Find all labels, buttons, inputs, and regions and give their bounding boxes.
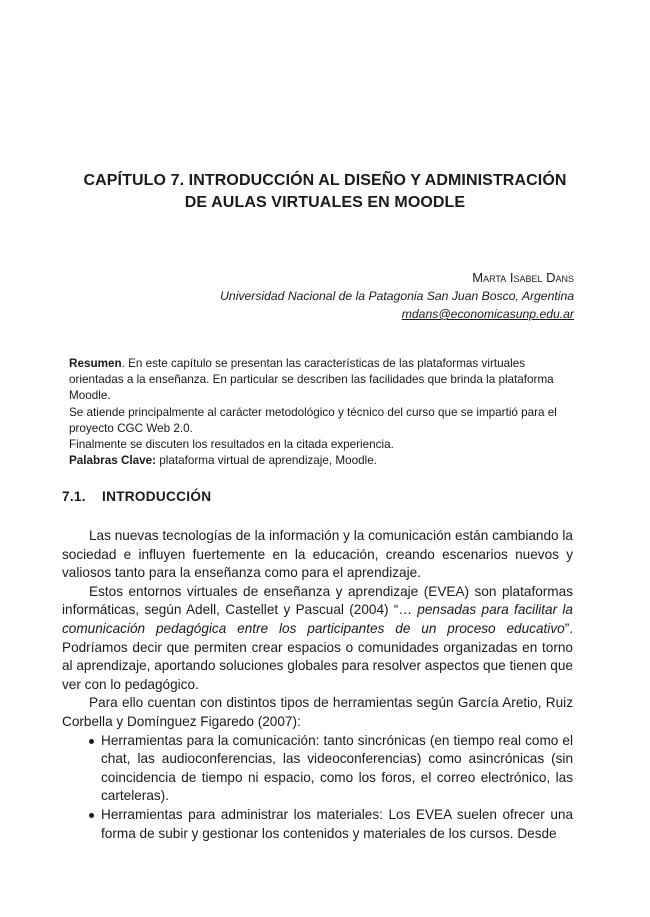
paragraph-1: Las nuevas tecnologías de la información y la comunicación están cambiando la sociedad e influyen fuertemente en la educación, creando escenarios nuevos y valiosos tanto para la enseñanza como para el aprendizaje. bbox=[62, 528, 573, 581]
paragraph-2 bbox=[62, 583, 573, 695]
abstract-text-1: . En este capítulo se presentan las características de las plataformas virtuales orientadas a la enseñanza. En particular se describen las facilidades que brinda la plataforma Moodle. bbox=[69, 357, 554, 403]
list-item bbox=[62, 732, 573, 806]
abstract-text-2: Se atiende principalmente al carácter metodológico y técnico del curso que se impartió para el proyecto CGC Web 2.0. bbox=[69, 405, 557, 435]
chapter-title-line-2: DE AULAS VIRTUALES EN MOODLE bbox=[184, 194, 466, 211]
author-affiliation: Universidad Nacional de la Patagonia San Juan Bosco, Argentina bbox=[220, 289, 574, 303]
bullet-icon bbox=[89, 813, 94, 818]
list-item-text: Herramientas para administrar los materiales: Los EVEA suelen ofrecer una forma de subir y gestionar los contenidos y materiales de los cursos. Desde bbox=[101, 806, 573, 841]
abstract-paragraph-1 bbox=[69, 356, 574, 405]
paragraph-2-part-b: ”. Podríamos decir que permiten crear espacios o comunidades organizadas en torno al aprendizaje, aportando soluciones globales para resolver aspectos que tienen que ver con lo pedagógico. bbox=[62, 620, 573, 692]
chapter-title bbox=[40, 170, 610, 214]
keywords bbox=[69, 453, 574, 469]
paragraph-2-quote: pensadas para facilitar la comunicación pedagógica entre los participantes de un proceso educativo bbox=[62, 602, 573, 636]
list-item bbox=[62, 806, 573, 843]
paragraph-3: Para ello cuentan con distintos tipos de herramientas según García Aretio, Ruiz Corbella y Domínguez Figaredo (2007): bbox=[62, 695, 573, 729]
body-text bbox=[62, 527, 573, 843]
abstract bbox=[69, 356, 574, 469]
author-name: Marta Isabel Dans bbox=[472, 270, 574, 285]
keywords-text: plataforma virtual de aprendizaje, Moodle. bbox=[156, 454, 377, 468]
section-heading bbox=[62, 489, 211, 504]
tools-list bbox=[62, 732, 573, 844]
abstract-label: Resumen bbox=[69, 357, 122, 370]
author-block bbox=[220, 269, 574, 323]
list-item-text: Herramientas para la comunicación: tanto sincrónicas (en tiempo real como el chat, las audioconferencias, las videoconferencias) como asincrónicas (sin coincidencia de tiempo ni espacio, como los foros, el correo electrónico, las carteleras). bbox=[101, 732, 573, 804]
author-email-link[interactable]: mdans@economicasunp.edu.ar bbox=[401, 307, 574, 321]
chapter-title-line-1: CAPÍTULO 7. INTRODUCCIÓN AL DISEÑO Y ADMINISTRACIÓN bbox=[83, 172, 567, 189]
section-number: 7.1. bbox=[62, 489, 86, 504]
bullet-icon bbox=[89, 739, 94, 744]
paragraph-2-part-a: Estos entornos virtuales de enseñanza y aprendizaje (EVEA) son plataformas informáticas, según Adell, Castellet y Pascual (2004) “… bbox=[62, 583, 573, 618]
keywords-label: Palabras Clave: bbox=[69, 454, 157, 468]
abstract-text-3: Finalmente se discuten los resultados en la citada experiencia. bbox=[69, 438, 394, 452]
section-title: INTRODUCCIÓN bbox=[102, 489, 212, 504]
